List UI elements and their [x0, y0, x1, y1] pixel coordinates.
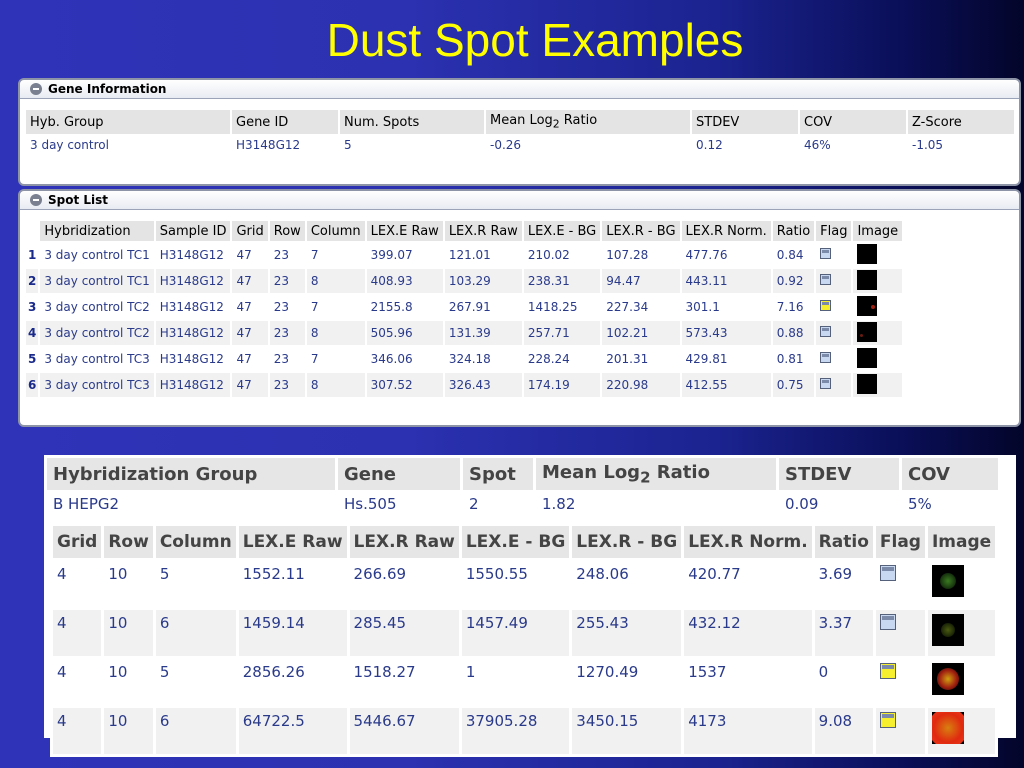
cell: 238.31 [524, 269, 600, 293]
image-cell[interactable] [853, 373, 902, 397]
cell: 1 [462, 659, 569, 705]
flag-cell[interactable] [876, 610, 925, 656]
cell: 4 [53, 561, 101, 607]
cell: 23 [270, 321, 305, 345]
col-sample-id[interactable]: Sample ID [156, 221, 231, 241]
cell: 46% [800, 136, 906, 153]
table-row[interactable] [53, 561, 995, 607]
row-number[interactable]: 2 [26, 269, 38, 293]
cell: 0.84 [773, 243, 814, 267]
col-num-spots[interactable]: Num. Spots [340, 110, 484, 134]
cell: 201.31 [602, 347, 679, 371]
collapse-icon[interactable] [30, 194, 42, 206]
col-gene-id[interactable]: Gene ID [232, 110, 338, 134]
col-mean-log-ratio[interactable]: Mean Log$_2$ Ratio [486, 110, 690, 134]
spot-list-title: Spot List [48, 193, 109, 207]
cell: 3 day control TC2 [40, 321, 153, 345]
flag-icon[interactable] [880, 712, 896, 728]
cell: 23 [270, 243, 305, 267]
cell: 1270.49 [572, 659, 681, 705]
cell: 477.76 [682, 243, 771, 267]
cell: 307.52 [367, 373, 443, 397]
cell: 1.82 [536, 493, 776, 515]
cell: 47 [232, 269, 267, 293]
col-hybridization-group[interactable]: Hybridization Group [47, 458, 335, 490]
col-column[interactable]: Column [307, 221, 365, 241]
cell: 3 day control TC3 [40, 347, 153, 371]
cell: 429.81 [682, 347, 771, 371]
row-number[interactable]: 1 [26, 243, 38, 267]
image-cell[interactable] [928, 561, 995, 607]
cell: 47 [232, 295, 267, 319]
cell: 5% [902, 493, 998, 515]
row-number[interactable]: 3 [26, 295, 38, 319]
col-lex-e-bg[interactable]: LEX.E - BG [524, 221, 600, 241]
spot-list-panel [18, 189, 1021, 427]
cell: 408.93 [367, 269, 443, 293]
cell: 0.81 [773, 347, 814, 371]
col-image[interactable]: Image [928, 526, 995, 558]
col-mean-log-ratio[interactable]: Mean Log$_2$ Ratio [536, 458, 776, 490]
table-row [47, 493, 998, 515]
cell: 103.29 [445, 269, 522, 293]
flag-icon[interactable] [880, 565, 896, 581]
flag-cell[interactable] [816, 295, 851, 319]
cell: 3 day control [26, 136, 230, 153]
cell: 23 [270, 269, 305, 293]
cell: 324.18 [445, 347, 522, 371]
col-lex-r-raw[interactable]: LEX.R Raw [445, 221, 522, 241]
cell: 23 [270, 295, 305, 319]
cell: 4 [53, 659, 101, 705]
cell: 131.39 [445, 321, 522, 345]
flag-cell[interactable] [816, 243, 851, 267]
flag-icon[interactable] [820, 300, 831, 311]
spot-image[interactable] [857, 348, 877, 368]
cell: 7.16 [773, 295, 814, 319]
cell: 1418.25 [524, 295, 600, 319]
table-row [26, 136, 1014, 153]
cell: 23 [270, 373, 305, 397]
cell: 326.43 [445, 373, 522, 397]
col-flag[interactable]: Flag [816, 221, 851, 241]
flag-cell[interactable] [816, 373, 851, 397]
flag-icon[interactable] [820, 352, 831, 363]
cell: 3 day control TC3 [40, 373, 153, 397]
cell: H3148G12 [156, 347, 231, 371]
cell: 3 day control TC2 [40, 295, 153, 319]
col-stdev[interactable]: STDEV [692, 110, 798, 134]
cell: 420.77 [684, 561, 811, 607]
flag-cell[interactable] [816, 269, 851, 293]
cell: 6 [156, 708, 236, 754]
col-cov[interactable]: COV [902, 458, 998, 490]
cell: 5 [156, 659, 236, 705]
spot-list-header[interactable] [20, 191, 1019, 210]
cell: 47 [232, 321, 267, 345]
cell: 346.06 [367, 347, 443, 371]
cell: 3.37 [815, 610, 873, 656]
cell: 5 [340, 136, 484, 153]
cell: 9.08 [815, 708, 873, 754]
cell: 2 [463, 493, 533, 515]
cell: H3148G12 [156, 373, 231, 397]
cell: 257.71 [524, 321, 600, 345]
cell: 0.88 [773, 321, 814, 345]
table-row[interactable] [26, 347, 902, 371]
cell: 0.75 [773, 373, 814, 397]
cell: 121.01 [445, 243, 522, 267]
cell: 47 [232, 347, 267, 371]
cell: 4 [53, 610, 101, 656]
image-cell[interactable] [928, 708, 995, 754]
flag-cell[interactable] [816, 321, 851, 345]
cell: 1518.27 [350, 659, 459, 705]
cell: 10 [104, 659, 152, 705]
table-row[interactable] [53, 610, 995, 656]
cell: H3148G12 [156, 243, 231, 267]
gene-information-table [24, 108, 1016, 155]
cell: 3 day control TC1 [40, 243, 153, 267]
cell: 220.98 [602, 373, 679, 397]
cell: 7 [307, 295, 365, 319]
flag-icon[interactable] [820, 274, 831, 285]
spot-image[interactable] [857, 322, 877, 342]
gene-information-header[interactable] [20, 80, 1019, 99]
spot-image[interactable] [857, 374, 877, 394]
cell: 0.12 [692, 136, 798, 153]
cell: 267.91 [445, 295, 522, 319]
flag-icon[interactable] [820, 326, 831, 337]
cell: 3450.15 [572, 708, 681, 754]
col-lex-e-raw[interactable]: LEX.E Raw [367, 221, 443, 241]
cell: B HEPG2 [47, 493, 335, 515]
col-ratio[interactable]: Ratio [815, 526, 873, 558]
cell: 6 [156, 610, 236, 656]
cell: 174.19 [524, 373, 600, 397]
cell: 8 [307, 321, 365, 345]
cell: 7 [307, 347, 365, 371]
cell: 8 [307, 269, 365, 293]
image-cell[interactable] [853, 347, 902, 371]
row-number[interactable]: 5 [26, 347, 38, 371]
col-row[interactable]: Row [270, 221, 305, 241]
cell: 0.09 [779, 493, 899, 515]
cell: 10 [104, 561, 152, 607]
col-lex-e-bg[interactable]: LEX.E - BG [462, 526, 569, 558]
cell: 210.02 [524, 243, 600, 267]
cell: 64722.5 [239, 708, 347, 754]
image-cell[interactable] [853, 269, 902, 293]
cell: 10 [104, 708, 152, 754]
cell: 505.96 [367, 321, 443, 345]
image-cell[interactable] [928, 610, 995, 656]
cell: 10 [104, 610, 152, 656]
cell: 285.45 [350, 610, 459, 656]
image-cell[interactable] [928, 659, 995, 705]
image-cell[interactable] [853, 321, 902, 345]
col-index [26, 221, 38, 241]
row-number[interactable]: 4 [26, 321, 38, 345]
cell: 0 [815, 659, 873, 705]
col-grid[interactable]: Grid [232, 221, 267, 241]
cell: 1552.11 [239, 561, 347, 607]
cell: 412.55 [682, 373, 771, 397]
hybridization-group-table [44, 455, 1001, 518]
table-row[interactable] [53, 708, 995, 754]
col-spot[interactable]: Spot [463, 458, 533, 490]
table-row[interactable] [26, 295, 902, 319]
cell: 8 [307, 373, 365, 397]
col-cov[interactable]: COV [800, 110, 906, 134]
spot-image[interactable] [932, 614, 964, 646]
cell: 2155.8 [367, 295, 443, 319]
cell: Hs.505 [338, 493, 460, 515]
cell: 2856.26 [239, 659, 347, 705]
flag-icon[interactable] [820, 248, 831, 259]
flag-icon[interactable] [880, 614, 896, 630]
col-hyb-group[interactable]: Hyb. Group [26, 110, 230, 134]
table-row[interactable] [26, 373, 902, 397]
cell: 266.69 [350, 561, 459, 607]
cell: 399.07 [367, 243, 443, 267]
cell: 3.69 [815, 561, 873, 607]
col-stdev[interactable]: STDEV [779, 458, 899, 490]
col-lex-r-raw[interactable]: LEX.R Raw [350, 526, 459, 558]
spot-image[interactable] [932, 712, 964, 744]
col-image[interactable]: Image [853, 221, 902, 241]
col-lex-r-bg[interactable]: LEX.R - BG [602, 221, 679, 241]
flag-cell[interactable] [876, 708, 925, 754]
cell: 47 [232, 373, 267, 397]
collapse-icon[interactable] [30, 83, 42, 95]
cell: 1550.55 [462, 561, 569, 607]
col-ratio[interactable]: Ratio [773, 221, 814, 241]
gene-information-title: Gene Information [48, 82, 167, 96]
row-number[interactable]: 6 [26, 373, 38, 397]
col-row[interactable]: Row [104, 526, 152, 558]
col-lex-r-norm[interactable]: LEX.R Norm. [682, 221, 771, 241]
col-gene[interactable]: Gene [338, 458, 460, 490]
cell: 94.47 [602, 269, 679, 293]
cell: 227.34 [602, 295, 679, 319]
cell: 47 [232, 243, 267, 267]
cell: 37905.28 [462, 708, 569, 754]
col-hybridization[interactable]: Hybridization [40, 221, 153, 241]
cell: 248.06 [572, 561, 681, 607]
image-cell[interactable] [853, 295, 902, 319]
flag-icon[interactable] [820, 378, 831, 389]
cell: 228.24 [524, 347, 600, 371]
cell: 4173 [684, 708, 811, 754]
col-lex-r-bg[interactable]: LEX.R - BG [572, 526, 681, 558]
table-row[interactable] [26, 269, 902, 293]
cell: 301.1 [682, 295, 771, 319]
cell: -0.26 [486, 136, 690, 153]
cell: 0.92 [773, 269, 814, 293]
cell: 573.43 [682, 321, 771, 345]
flag-icon[interactable] [880, 663, 896, 679]
spot-image[interactable] [932, 663, 964, 695]
table-row[interactable] [26, 321, 902, 345]
cell: H3148G12 [156, 295, 231, 319]
cell: 1537 [684, 659, 811, 705]
spot-image[interactable] [857, 244, 877, 264]
cell: 3 day control TC1 [40, 269, 153, 293]
cell: 5 [156, 561, 236, 607]
image-cell[interactable] [853, 243, 902, 267]
cell: 5446.67 [350, 708, 459, 754]
spot-list-table [24, 219, 904, 399]
cell: H3148G12 [232, 136, 338, 153]
table-row[interactable] [53, 659, 995, 705]
cell: 4 [53, 708, 101, 754]
gene-information-panel [18, 78, 1021, 186]
col-grid[interactable]: Grid [53, 526, 101, 558]
cell: 443.11 [682, 269, 771, 293]
spot-image[interactable] [857, 270, 877, 290]
flag-cell[interactable] [876, 659, 925, 705]
lex-values-table [50, 523, 998, 757]
cell: H3148G12 [156, 269, 231, 293]
cell: 7 [307, 243, 365, 267]
spot-image[interactable] [857, 296, 877, 316]
cell: 432.12 [684, 610, 811, 656]
cell: -1.05 [908, 136, 1014, 153]
slide-title: Dust Spot Examples [326, 14, 744, 66]
col-z-score[interactable]: Z-Score [908, 110, 1014, 134]
cell: 107.28 [602, 243, 679, 267]
spot-image[interactable] [932, 565, 964, 597]
flag-cell[interactable] [816, 347, 851, 371]
cell: 23 [270, 347, 305, 371]
table-row[interactable] [26, 243, 902, 267]
col-flag[interactable]: Flag [876, 526, 925, 558]
col-column[interactable]: Column [156, 526, 236, 558]
col-lex-r-norm[interactable]: LEX.R Norm. [684, 526, 811, 558]
cell: 255.43 [572, 610, 681, 656]
cell: 102.21 [602, 321, 679, 345]
cell: 1457.49 [462, 610, 569, 656]
cell: H3148G12 [156, 321, 231, 345]
col-lex-e-raw[interactable]: LEX.E Raw [239, 526, 347, 558]
cell: 1459.14 [239, 610, 347, 656]
flag-cell[interactable] [876, 561, 925, 607]
